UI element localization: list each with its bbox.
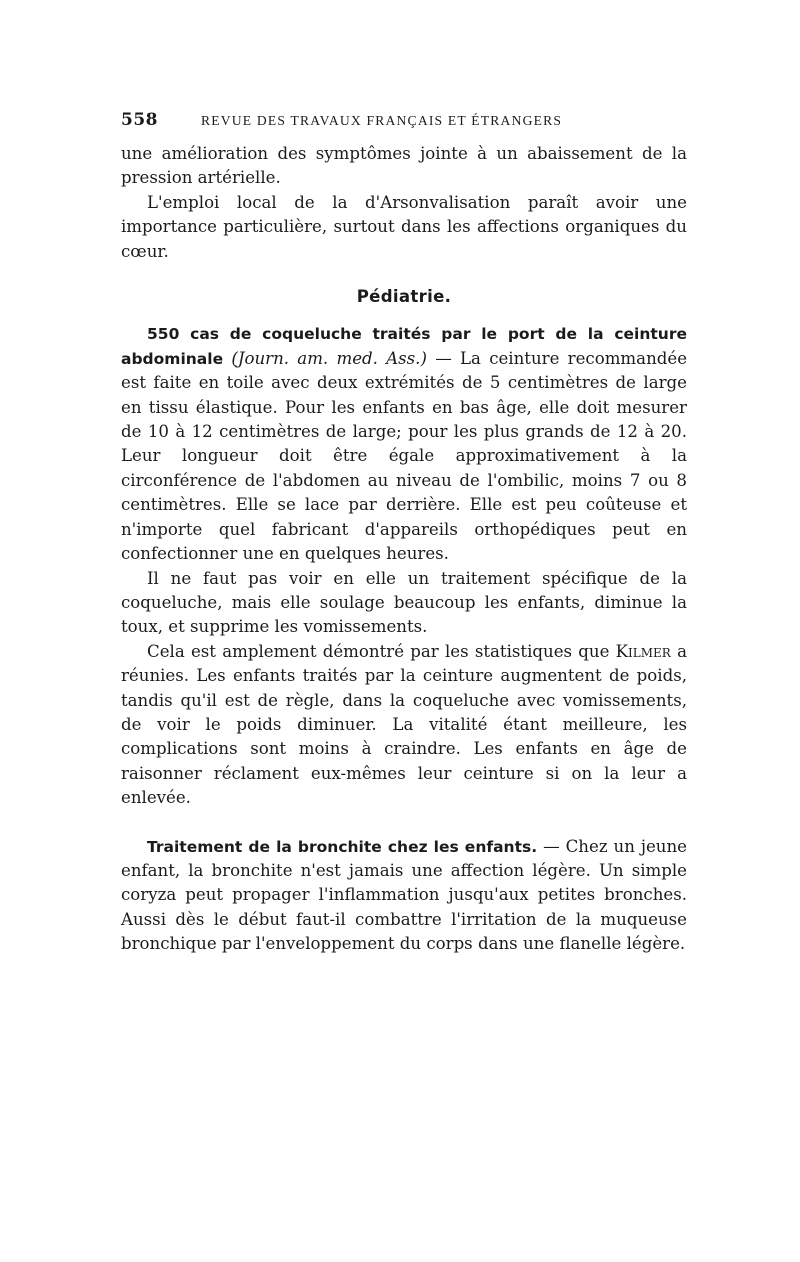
article-coqueluche-reference: (Journ. am. med. Ass.) (231, 348, 427, 368)
article-bronchite (121, 835, 687, 957)
running-header (121, 108, 687, 132)
section-heading-pediatrie: Pédiatrie. (356, 287, 452, 307)
article-coqueluche-paragraph-3 (121, 640, 687, 811)
article-coqueluche-body: — La ceinture recommandée est faite en toile avec deux extrémités de 5 centimètres de large en tissu élastique. Pour les enfants en bas âge, elle doit mesurer de 10 à 12 centimètres de large; pour les plus grands de 12 à 20. Leur longueur doit être égale approximativement à la circonférence de l'abdomen au niveau de l'ombilic, moins 7 ou 8 centimètres. Elle se lace par derrière. Elle est peu coûteuse et n'importe quel fabricant d'appareils orthopédiques peut en confectionner une en quelques heures. (121, 348, 688, 564)
paragraph-3-text-end: a réunies. Les enfants traités par la ceinture augmentent de poids, tandis qu'il est de règle, dans la coqueluche avec vomissements, de voir le poids diminuer. La vitalité étant meilleure, les complications sont moins à craindre. Les enfants en âge de raisonner réclament eux-mêmes leur ceinture si on la leur a enlevée. (121, 641, 687, 808)
paragraph-arsonvalisation: L'emploi local de la d'Arsonvalisation paraît avoir une importance particulière, surtout dans les affections organiques du cœur. (121, 192, 687, 261)
document-page (121, 108, 687, 957)
article-coqueluche-paragraph-2: Il ne faut pas voir en elle un traitement spécifique de la coqueluche, mais elle soulage beaucoup les enfants, diminue la toux, et supprime les vomissements. (121, 568, 687, 637)
article-bronchite-body: — Chez un jeune enfant, la bronchite n'est jamais une affection légère. Un simple coryza peut propager l'inflammation jusqu'aux petites bronches. Aussi dès le début faut-il combattre l'irritation de la muqueuse bronchique par l'enveloppement du corps dans une flanelle légère. (121, 836, 687, 954)
page-number: 558 (121, 110, 158, 130)
article-bronchite-title: Traitement de la bronchite chez les enfants. (147, 837, 538, 856)
article-coqueluche-intro (121, 322, 687, 566)
paragraph-gap (121, 811, 687, 835)
paragraph-3-text-start: Cela est amplement démontré par les statistiques que (147, 641, 616, 661)
article-coqueluche-title: 550 cas de coqueluche traités par le port de la ceinture abdominale (121, 325, 687, 368)
author-name-kilmer: Kilmer (615, 641, 671, 661)
paragraph-continuation: une amélioration des symptômes jointe à un abaissement de la pression artérielle. (121, 144, 687, 188)
journal-title: REVUE DES TRAVAUX FRANÇAIS ET ÉTRANGERS (201, 113, 563, 128)
